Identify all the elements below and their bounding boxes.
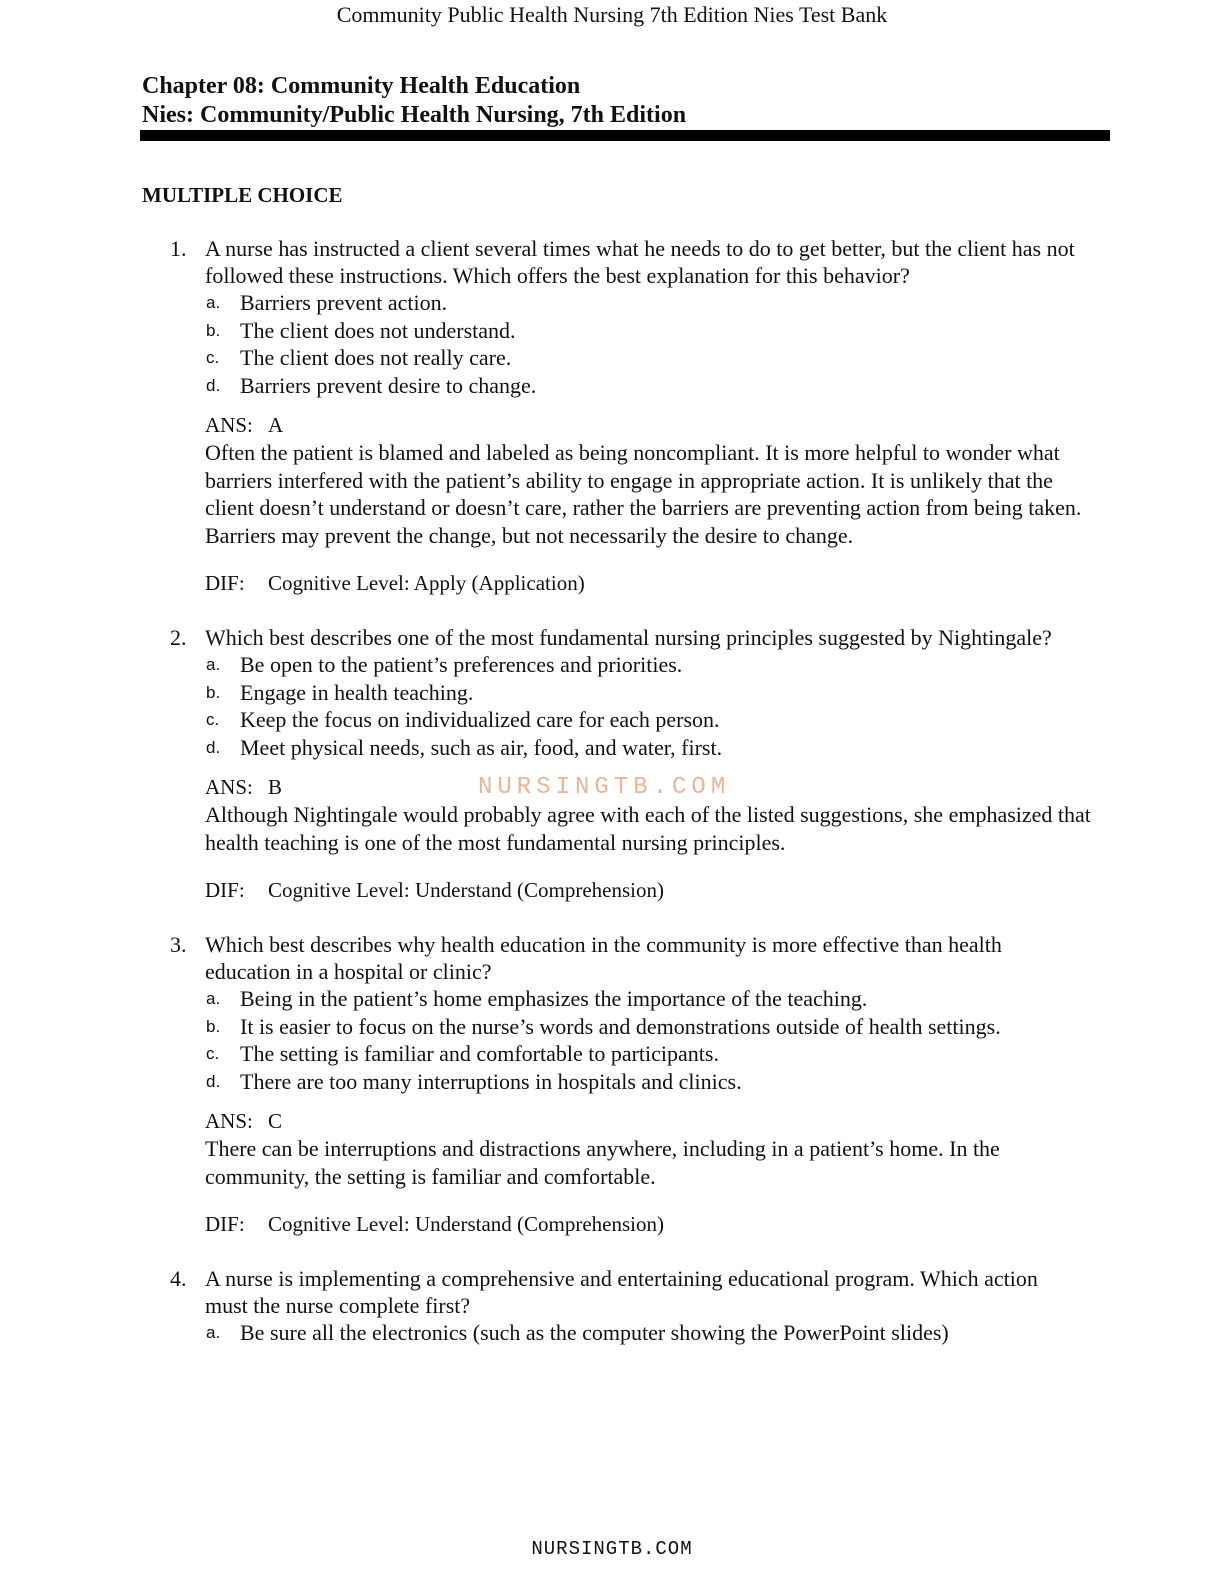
answer-value: B [268, 775, 283, 799]
question [0, 624, 1224, 904]
option-letter: b. [206, 1016, 221, 1036]
question-number: 2. [170, 625, 187, 650]
option-letter: a. [206, 655, 221, 674]
chapter-title: Chapter 08: Community Health Education [142, 73, 581, 99]
option-text: The client does not really care. [240, 345, 512, 370]
question-text: A nurse has instructed a client several times what he needs to do to get better, but the client has not followed these instructions. Which offers the best explanation for this behavior? [205, 236, 1075, 288]
option-text: Engage in health teaching. [240, 679, 474, 705]
difficulty-value: Cognitive Level: Understand (Comprehension) [268, 878, 664, 902]
difficulty-line [0, 1211, 1224, 1238]
option-list [0, 1319, 1224, 1347]
option [0, 317, 1085, 345]
option-letter: d. [206, 737, 221, 757]
option-letter: c. [206, 1044, 220, 1063]
option [0, 651, 1085, 679]
option [0, 1040, 1085, 1068]
option-letter: d. [206, 375, 221, 395]
section-heading: MULTIPLE CHOICE [142, 183, 343, 207]
option [0, 706, 1085, 734]
option-letter: d. [206, 1071, 221, 1091]
footer-link[interactable]: NURSINGTB.COM [531, 1538, 693, 1560]
option [0, 985, 1085, 1013]
option-text: Being in the patient’s home emphasizes the importance of the teaching. [240, 986, 868, 1011]
option-text: The setting is familiar and comfortable to participants. [240, 1041, 719, 1066]
rationale: Although Nightingale would probably agree with each of the listed suggestions, she emphasized that health teaching is one of the most fundamental nursing principles. [205, 802, 1091, 855]
question [0, 931, 1224, 1238]
question-list [0, 235, 1224, 1374]
option-text: Barriers prevent desire to change. [240, 372, 537, 398]
difficulty-label: DIF: [205, 878, 245, 902]
rationale: Often the patient is blamed and labeled as being noncompliant. It is more helpful to wonder what barriers interfered with the patient’s ability to engage in appropriate action. It is unlikely that the client doesn’t understand or doesn’t care, rather the barriers are preventing action from being taken. Barriers may prevent the change, but not necessarily the desire to change. [205, 440, 1082, 548]
difficulty-label: DIF: [205, 571, 245, 595]
option-text: Be open to the patient’s preferences and priorities. [240, 652, 683, 677]
answer-label: ANS: [205, 1109, 253, 1133]
option-text: Be sure all the electronics (such as the computer showing the PowerPoint slides) [240, 1320, 949, 1345]
question-text: A nurse is implementing a comprehensive and entertaining educational program. Which action must the nurse complete first? [205, 1266, 1038, 1318]
option [0, 1013, 1085, 1041]
option-text: Keep the focus on individualized care for each person. [240, 707, 720, 732]
difficulty-value: Cognitive Level: Understand (Comprehension) [268, 1212, 664, 1236]
option-letter: c. [206, 710, 220, 729]
option-letter: c. [206, 348, 220, 367]
difficulty-line [0, 570, 1224, 597]
option-letter: b. [206, 320, 221, 340]
answer-line [0, 1108, 1224, 1135]
question-text: Which best describes one of the most fundamental nursing principles suggested by Nightingale? [205, 625, 1052, 650]
answer-line [0, 412, 1224, 439]
question [0, 235, 1224, 597]
option [0, 344, 1085, 372]
option-letter: b. [206, 682, 221, 702]
option-text: Meet physical needs, such as air, food, and water, first. [240, 734, 723, 760]
heading-rule [140, 130, 1110, 141]
option [0, 1068, 1085, 1096]
difficulty-line [0, 877, 1224, 904]
question [0, 1265, 1224, 1347]
option-list [0, 651, 1224, 761]
option-text: The client does not understand. [240, 317, 516, 343]
option-text: Barriers prevent action. [240, 290, 448, 315]
answer-label: ANS: [205, 413, 253, 437]
option-text: It is easier to focus on the nurse’s words and demonstrations outside of health settings. [240, 1013, 1001, 1039]
question-text: Which best describes why health education in the community is more effective than health education in a hospital or clinic? [205, 932, 1002, 984]
question-number: 1. [170, 236, 187, 261]
option-letter: a. [206, 293, 221, 312]
option-list [0, 985, 1224, 1095]
watermark: NURSINGTB.COM [478, 774, 731, 801]
option [0, 1319, 1085, 1347]
option [0, 289, 1085, 317]
difficulty-value: Cognitive Level: Apply (Application) [268, 571, 585, 595]
question-number: 4. [170, 1266, 187, 1291]
option [0, 679, 1085, 707]
option-letter: a. [206, 1323, 221, 1342]
answer-value: A [268, 413, 284, 437]
option-list [0, 289, 1224, 399]
running-header: Community Public Health Nursing 7th Edition Nies Test Bank [336, 2, 888, 27]
option-text: There are too many interruptions in hospitals and clinics. [240, 1068, 742, 1094]
option-letter: a. [206, 989, 221, 1008]
chapter-heading [142, 72, 686, 130]
difficulty-label: DIF: [205, 1212, 245, 1236]
rationale: There can be interruptions and distractions anywhere, including in a patient’s home. In the community, the setting is familiar and comfortable. [205, 1136, 1000, 1189]
book-title: Nies: Community/Public Health Nursing, 7th Edition [142, 102, 687, 128]
answer-value: C [268, 1109, 283, 1133]
question-number: 3. [170, 932, 187, 957]
option [0, 734, 1085, 762]
option [0, 372, 1085, 400]
answer-label: ANS: [205, 775, 253, 799]
